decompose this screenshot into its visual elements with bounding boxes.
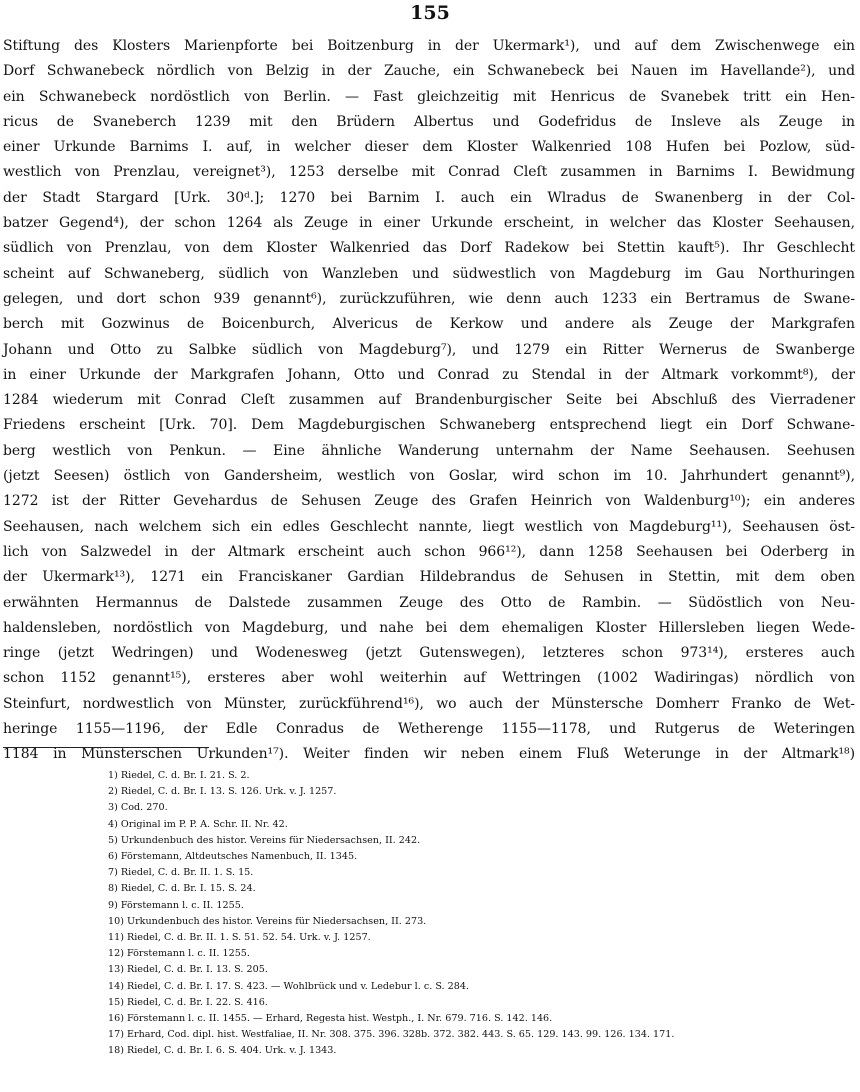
- footnote: 3) Cod. 270.: [108, 802, 168, 814]
- text-line: heringe 1155—1196, der Edle Conradus de Wetherenge 1155—1178, und Rutgerus de Weteringen: [3, 721, 855, 738]
- text-line: 1272 ist der Ritter Gevehardus de Sehusen Zeuge des Grafen Heinrich von Waldenburg¹⁰); ein anderes: [3, 493, 855, 510]
- footnote: 12) Förstemann l. c. II. 1255.: [108, 948, 250, 960]
- footnote: 6) Förstemann, Altdeutsches Namenbuch, II. 1345.: [108, 851, 358, 863]
- text-line: 1184 in Münsterschen Urkunden¹⁷). Weiter finden wir neben einem Fluß Weterunge in der Altmark¹⁸): [3, 746, 855, 763]
- footnote: 8) Riedel, C. d. Br. I. 15. S. 24.: [108, 883, 256, 895]
- text-line: schon 1152 genannt¹⁵), ersteres aber wohl weiterhin auf Wettringen (1002 Wadiringas) nördlich von: [3, 670, 855, 687]
- footnote: 17) Erhard, Cod. dipl. hist. Westfaliae, II. Nr. 308. 375. 396. 328b. 372. 382. 443. S. 65. 129. 143. 99. 126. 134. 171.: [108, 1029, 675, 1041]
- text-line: Seehausen, nach welchem sich ein edles Geschlecht nannte, liegt westlich von Magdeburg¹¹), Seehausen öst-: [3, 518, 855, 535]
- text-line: ricus de Svaneberch 1239 mit den Brüdern Albertus und Godefridus de Insleve als Zeuge in: [3, 113, 855, 130]
- page-number: 155: [410, 2, 450, 24]
- footnote: 18) Riedel, C. d. Br. I. 6. S. 404. Urk. v. J. 1343.: [108, 1045, 337, 1057]
- footnote: 4) Original im P. P. A. Schr. II. Nr. 42.: [108, 818, 288, 830]
- footnote: 16) Förstemann l. c. II. 1455. — Erhard, Regesta hist. Westph., I. Nr. 679. 716. S. 142. 146.: [108, 1013, 553, 1025]
- text-line: der Stadt Stargard [Urk. 30ᵈ.]; 1270 bei Barnim I. auch ein Wlradus de Swanenberg in der Col-: [3, 189, 855, 206]
- text-line: berch mit Gozwinus de Boicenburch, Alvericus de Kerkow und andere als Zeuge der Markgrafen: [3, 316, 855, 333]
- footnote: 11) Riedel, C. d. Br. II. 1. S. 51. 52. 54. Urk. v. J. 1257.: [108, 932, 371, 944]
- footnote: 9) Förstemann l. c. II. 1255.: [108, 899, 244, 911]
- footnote-separator: [3, 747, 209, 748]
- footnote: 5) Urkundenbuch des histor. Vereins für Niedersachsen, II. 242.: [108, 834, 421, 846]
- text-line: (jetzt Seesen) östlich von Gandersheim, westlich von Goslar, wird schon im 10. Jahrhundert genannt⁹),: [3, 468, 855, 485]
- text-line: ringe (jetzt Wedringen) und Wodenesweg (jetzt Gutenswegen), letzteres schon 973¹⁴), ersteres auch: [3, 645, 855, 662]
- footnote: 7) Riedel, C. d. Br. II. 1. S. 15.: [108, 867, 254, 879]
- text-line: Johann und Otto zu Salbke südlich von Magdeburg⁷), und 1279 ein Ritter Wernerus de Swanberge: [3, 341, 855, 358]
- text-line: westlich von Prenzlau, vereignet³), 1253 derselbe mit Conrad Cleſt zusammen in Barnims I. Bewidmung: [3, 164, 855, 181]
- text-line: berg westlich von Penkun. — Eine ähnliche Wanderung unternahm der Name Seehausen. Seehusen: [3, 442, 855, 459]
- footnote: 15) Riedel, C. d. Br. I. 22. S. 416.: [108, 996, 268, 1008]
- footnote: 14) Riedel, C. d. Br. I. 17. S. 423. — Wohlbrück und v. Ledebur l. c. S. 284.: [108, 980, 470, 992]
- text-line: batzer Gegend⁴), der schon 1264 als Zeuge in einer Urkunde erscheint, in welcher das Kloster Seehausen,: [3, 215, 855, 232]
- text-line: ein Schwanebeck nordöstlich von Berlin. — Fast gleichzeitig mit Henricus de Svanebek tritt ein Hen-: [3, 88, 855, 105]
- body-text: [3, 34, 855, 768]
- text-line: in einer Urkunde der Markgrafen Johann, Otto und Conrad zu Stendal in der Altmark vorkommt⁸), der: [3, 366, 855, 383]
- text-line: der Ukermark¹³), 1271 ein Franciskaner Gardian Hildebrandus de Sehusen in Stettin, mit dem oben: [3, 569, 855, 586]
- text-line: lich von Salzwedel in der Altmark erscheint auch schon 966¹²), dann 1258 Seehausen bei Oderberg in: [3, 543, 855, 560]
- footnotes: [108, 768, 848, 1060]
- footnote: 2) Riedel, C. d. Br. I. 13. S. 126. Urk. v. J. 1257.: [108, 786, 337, 798]
- text-line: südlich von Prenzlau, von dem Kloster Walkenried das Dorf Radekow bei Stettin kauft⁵). Ihr Geschlecht: [3, 240, 855, 257]
- text-line: Dorf Schwanebeck nördlich von Belzig in der Zauche, ein Schwanebeck bei Nauen im Havellande²), und: [3, 63, 855, 80]
- text-line: haldensleben, nordöstlich von Magdeburg, und nahe bei dem ehemaligen Kloster Hillersleben liegen Wede-: [3, 619, 855, 636]
- text-line: erwähnten Hermannus de Dalstede zusammen Zeuge des Otto de Rambin. — Südöstlich von Neu-: [3, 594, 855, 611]
- text-line: Stiftung des Klosters Marienpforte bei Boitzenburg in der Ukermark¹), und auf dem Zwischenwege ein: [3, 38, 855, 54]
- footnote: 1) Riedel, C. d. Br. I. 21. S. 2.: [108, 770, 250, 781]
- text-line: einer Urkunde Barnims I. auf, in welcher dieser dem Kloster Walkenried 108 Hufen bei Pozlow, süd-: [3, 139, 855, 156]
- text-line: gelegen, und dort schon 939 genannt⁶), zurückzuführen, wie denn auch 1233 ein Bertramus de Swane-: [3, 290, 855, 307]
- footnote: 13) Riedel, C. d. Br. I. 13. S. 205.: [108, 964, 268, 976]
- footnote: 10) Urkundenbuch des histor. Vereins für Niedersachsen, II. 273.: [108, 915, 427, 927]
- text-line: Friedens erscheint [Urk. 70]. Dem Magdeburgischen Schwaneberg entsprechend liegt ein Dorf Schwane-: [3, 417, 855, 434]
- text-line: Steinfurt, nordwestlich von Münster, zurückführend¹⁶), wo auch der Münstersche Domherr Franko de Wet-: [3, 695, 855, 712]
- text-line: scheint auf Schwaneberg, südlich von Wanzleben und südwestlich von Magdeburg im Gau Northuringen: [3, 265, 855, 282]
- text-line: 1284 wiederum mit Conrad Cleſt zusammen auf Brandenburgischer Seite bei Abschluß des Vierradener: [3, 392, 855, 409]
